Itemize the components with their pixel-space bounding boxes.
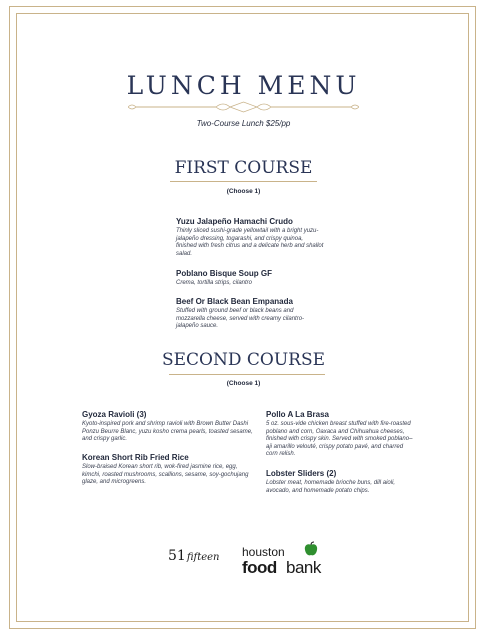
- item-name: Pollo A La Brasa: [266, 410, 329, 419]
- logo-food: food: [242, 558, 277, 577]
- menu-item: [82, 453, 254, 487]
- logo-script: fifteen: [186, 552, 220, 563]
- 51fifteen-logo: [168, 548, 220, 572]
- menu-title: LUNCH MENU: [126, 71, 361, 100]
- menu-item: [176, 217, 324, 258]
- item-description: Slow-braised Korean short rib, wok-fired jasmine rice, egg, kimchi, roasted mushrooms, scallions, sesame, soy-gochujang glaze, and microgreens.: [82, 464, 249, 486]
- item-description: Lobster meat, homemade brioche buns, dill aioli, avocado, and homemade potato chips.: [266, 480, 396, 494]
- second-course-heading: SECOND COURSE: [161, 350, 326, 370]
- first-course-heading: FIRST COURSE: [174, 158, 313, 178]
- first-course-rule: [170, 181, 317, 182]
- item-name: Yuzu Jalapeño Hamachi Crudo: [176, 217, 293, 226]
- menu-item: [266, 410, 414, 459]
- houston-food-bank-logo: [242, 545, 342, 581]
- subtitle-price: Two-Course Lunch $25/pp: [196, 119, 291, 128]
- logo-houston: houston: [242, 545, 285, 559]
- item-description: Stuffed with ground beef or black beans and mozzarella cheese, served with creamy cilantro-jalapeño sauce.: [176, 308, 305, 330]
- item-description: Crema, tortilla strips, cilantro: [176, 280, 253, 286]
- item-description: Kyoto-inspired pork and shrimp ravioli with Brown Butter Dashi Ponzu Beurre Blanc, yuzu kosho crema pearls, toasted sesame, and crispy garlic.: [82, 421, 253, 443]
- menu-item: [176, 269, 324, 288]
- second-course-choose: (Choose 1): [226, 380, 261, 387]
- flourish-divider-icon: [128, 99, 359, 115]
- logo-number: 51: [168, 548, 186, 564]
- menu-item: [176, 297, 324, 331]
- apple-icon: [303, 541, 319, 557]
- item-name: Beef Or Black Bean Empanada: [176, 297, 293, 306]
- item-description: 5 oz. sous-vide chicken breast stuffed with fire-roasted poblano and corn, Oaxaca and Chihuahua cheeses, finished with crispy skin. Served with smoked poblano–aji amarillo velouté, crispy potato pavé, and charred corn relish.: [266, 421, 413, 458]
- menu-item: [266, 469, 414, 495]
- item-name: Korean Short Rib Fried Rice: [82, 453, 189, 462]
- second-course-rule: [169, 374, 325, 375]
- item-description: Thinly sliced sushi-grade yellowtail with a bright yuzu-jalapeño dressing, togarashi, and crispy quinoa, finished with fresh citrus and a delicate herb and shallot salad.: [176, 228, 324, 257]
- logo-bank: bank: [286, 558, 321, 577]
- item-name: Gyoza Ravioli (3): [82, 410, 147, 419]
- first-course-choose: (Choose 1): [226, 188, 261, 195]
- item-name: Poblano Bisque Soup GF: [176, 269, 272, 278]
- menu-item: [82, 410, 254, 444]
- item-name: Lobster Sliders (2): [266, 469, 337, 478]
